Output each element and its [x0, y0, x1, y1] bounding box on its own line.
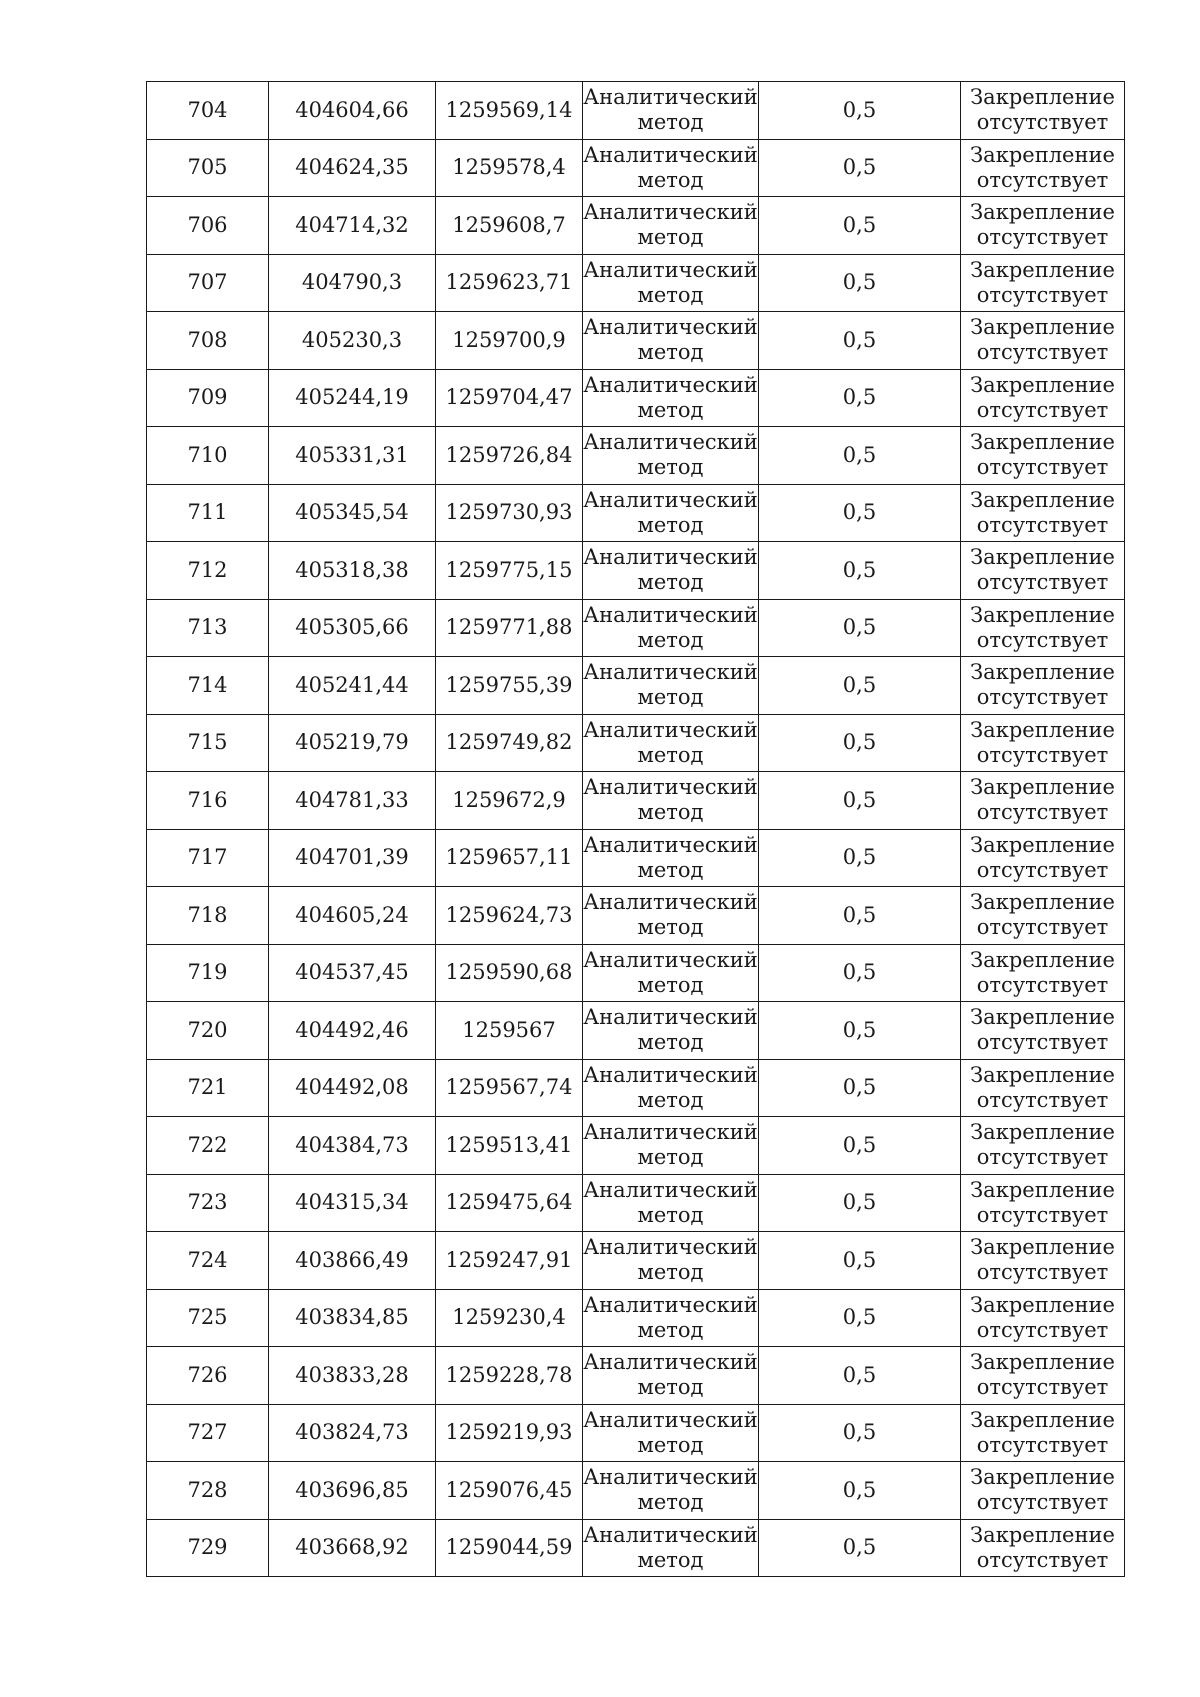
- accuracy-cell: 0,5: [759, 1232, 961, 1290]
- fixation-cell: [961, 887, 1125, 945]
- method-line-1: Аналитический: [583, 1522, 758, 1547]
- method-line-1: Аналитический: [583, 1407, 758, 1432]
- fixation-line-2: отсутствует: [976, 1317, 1109, 1342]
- y-coordinate-cell: 1259672,9: [436, 772, 583, 830]
- fixation-cell: [961, 369, 1125, 427]
- y-coordinate-cell: 1259219,93: [436, 1404, 583, 1462]
- method-line-1: Аналитический: [583, 257, 758, 282]
- point-number-cell: 705: [147, 139, 269, 197]
- method-line-1: Аналитический: [583, 487, 758, 512]
- point-number-cell: 715: [147, 714, 269, 772]
- method-line-2: метод: [637, 685, 704, 710]
- fixation-cell: [961, 197, 1125, 255]
- x-coordinate-cell: 404624,35: [269, 139, 436, 197]
- fixation-cell: [961, 1002, 1125, 1060]
- point-number-cell: 721: [147, 1059, 269, 1117]
- method-line-2: метод: [637, 282, 704, 307]
- method-cell: [583, 657, 759, 715]
- fixation-cell: [961, 312, 1125, 370]
- fixation-line-2: отсутствует: [976, 1202, 1109, 1227]
- point-number-cell: 718: [147, 887, 269, 945]
- table-body: [147, 82, 1125, 1577]
- fixation-line-2: отсутствует: [976, 1087, 1109, 1112]
- method-line-1: Аналитический: [583, 1062, 758, 1087]
- y-coordinate-cell: 1259475,64: [436, 1174, 583, 1232]
- fixation-line-2: отсутствует: [976, 455, 1109, 480]
- method-cell: [583, 1174, 759, 1232]
- fixation-line-1: Закрепление: [970, 257, 1115, 282]
- accuracy-cell: 0,5: [759, 197, 961, 255]
- method-line-2: метод: [637, 1202, 704, 1227]
- method-line-1: Аналитический: [583, 372, 758, 397]
- table-row: [147, 427, 1125, 485]
- method-line-2: метод: [637, 512, 704, 537]
- x-coordinate-cell: 405230,3: [269, 312, 436, 370]
- fixation-line-2: отсутствует: [976, 397, 1109, 422]
- table-row: [147, 139, 1125, 197]
- fixation-line-1: Закрепление: [970, 832, 1115, 857]
- method-cell: [583, 1232, 759, 1290]
- point-number-cell: 725: [147, 1289, 269, 1347]
- fixation-line-2: отсутствует: [976, 1547, 1109, 1572]
- method-line-1: Аналитический: [583, 1177, 758, 1202]
- table-row: [147, 1232, 1125, 1290]
- accuracy-cell: 0,5: [759, 1404, 961, 1462]
- fixation-line-1: Закрепление: [970, 1465, 1115, 1490]
- fixation-cell: [961, 1519, 1125, 1577]
- fixation-cell: [961, 1404, 1125, 1462]
- accuracy-cell: 0,5: [759, 944, 961, 1002]
- x-coordinate-cell: 403833,28: [269, 1347, 436, 1405]
- accuracy-cell: 0,5: [759, 312, 961, 370]
- accuracy-cell: 0,5: [759, 542, 961, 600]
- method-line-2: метод: [637, 340, 704, 365]
- fixation-line-1: Закрепление: [970, 947, 1115, 972]
- point-number-cell: 724: [147, 1232, 269, 1290]
- accuracy-cell: 0,5: [759, 139, 961, 197]
- x-coordinate-cell: 404701,39: [269, 829, 436, 887]
- fixation-line-2: отсутствует: [976, 1375, 1109, 1400]
- x-coordinate-cell: 405345,54: [269, 484, 436, 542]
- method-cell: [583, 1117, 759, 1175]
- table-row: [147, 1117, 1125, 1175]
- y-coordinate-cell: 1259771,88: [436, 599, 583, 657]
- method-line-2: метод: [637, 1087, 704, 1112]
- fixation-cell: [961, 714, 1125, 772]
- fixation-line-1: Закрепление: [970, 1177, 1115, 1202]
- accuracy-cell: 0,5: [759, 714, 961, 772]
- method-line-2: метод: [637, 972, 704, 997]
- fixation-line-1: Закрепление: [970, 1062, 1115, 1087]
- x-coordinate-cell: 404537,45: [269, 944, 436, 1002]
- method-line-1: Аналитический: [583, 1235, 758, 1260]
- table-row: [147, 1347, 1125, 1405]
- table-row: [147, 1289, 1125, 1347]
- point-number-cell: 712: [147, 542, 269, 600]
- y-coordinate-cell: 1259730,93: [436, 484, 583, 542]
- fixation-line-1: Закрепление: [970, 1407, 1115, 1432]
- x-coordinate-cell: 404384,73: [269, 1117, 436, 1175]
- point-number-cell: 728: [147, 1462, 269, 1520]
- x-coordinate-cell: 403834,85: [269, 1289, 436, 1347]
- fixation-cell: [961, 82, 1125, 140]
- x-coordinate-cell: 403824,73: [269, 1404, 436, 1462]
- method-line-2: метод: [637, 110, 704, 135]
- method-line-1: Аналитический: [583, 1120, 758, 1145]
- method-line-2: метод: [637, 857, 704, 882]
- fixation-line-2: отсутствует: [976, 627, 1109, 652]
- method-line-2: метод: [637, 742, 704, 767]
- fixation-line-2: отсутствует: [976, 282, 1109, 307]
- y-coordinate-cell: 1259228,78: [436, 1347, 583, 1405]
- method-line-2: метод: [637, 627, 704, 652]
- fixation-line-2: отсутствует: [976, 110, 1109, 135]
- fixation-line-1: Закрепление: [970, 315, 1115, 340]
- fixation-line-1: Закрепление: [970, 602, 1115, 627]
- fixation-cell: [961, 484, 1125, 542]
- accuracy-cell: 0,5: [759, 1117, 961, 1175]
- table-row: [147, 484, 1125, 542]
- table-row: [147, 772, 1125, 830]
- fixation-line-1: Закрепление: [970, 545, 1115, 570]
- x-coordinate-cell: 404604,66: [269, 82, 436, 140]
- table-row: [147, 887, 1125, 945]
- fixation-cell: [961, 427, 1125, 485]
- y-coordinate-cell: 1259657,11: [436, 829, 583, 887]
- fixation-line-1: Закрепление: [970, 1292, 1115, 1317]
- y-coordinate-cell: 1259567: [436, 1002, 583, 1060]
- fixation-line-2: отсутствует: [976, 1260, 1109, 1285]
- fixation-line-1: Закрепление: [970, 430, 1115, 455]
- y-coordinate-cell: 1259749,82: [436, 714, 583, 772]
- method-line-2: метод: [637, 800, 704, 825]
- method-line-2: метод: [637, 1317, 704, 1342]
- fixation-cell: [961, 1289, 1125, 1347]
- method-cell: [583, 369, 759, 427]
- y-coordinate-cell: 1259247,91: [436, 1232, 583, 1290]
- table-row: [147, 599, 1125, 657]
- point-number-cell: 726: [147, 1347, 269, 1405]
- accuracy-cell: 0,5: [759, 772, 961, 830]
- method-cell: [583, 714, 759, 772]
- method-line-1: Аналитический: [583, 832, 758, 857]
- fixation-cell: [961, 944, 1125, 1002]
- y-coordinate-cell: 1259755,39: [436, 657, 583, 715]
- fixation-cell: [961, 829, 1125, 887]
- table-row: [147, 1462, 1125, 1520]
- fixation-line-2: отсутствует: [976, 972, 1109, 997]
- fixation-cell: [961, 1347, 1125, 1405]
- method-cell: [583, 1347, 759, 1405]
- fixation-cell: [961, 139, 1125, 197]
- fixation-line-1: Закрепление: [970, 660, 1115, 685]
- fixation-cell: [961, 599, 1125, 657]
- fixation-line-2: отсутствует: [976, 225, 1109, 250]
- y-coordinate-cell: 1259578,4: [436, 139, 583, 197]
- fixation-cell: [961, 1462, 1125, 1520]
- x-coordinate-cell: 404790,3: [269, 254, 436, 312]
- fixation-line-1: Закрепление: [970, 890, 1115, 915]
- method-line-2: метод: [637, 1490, 704, 1515]
- accuracy-cell: 0,5: [759, 427, 961, 485]
- point-number-cell: 720: [147, 1002, 269, 1060]
- method-cell: [583, 82, 759, 140]
- method-line-1: Аналитический: [583, 1350, 758, 1375]
- fixation-line-1: Закрепление: [970, 1120, 1115, 1145]
- fixation-line-1: Закрепление: [970, 1235, 1115, 1260]
- x-coordinate-cell: 403696,85: [269, 1462, 436, 1520]
- method-line-1: Аналитический: [583, 1292, 758, 1317]
- table-row: [147, 369, 1125, 427]
- x-coordinate-cell: 405305,66: [269, 599, 436, 657]
- point-number-cell: 722: [147, 1117, 269, 1175]
- x-coordinate-cell: 403866,49: [269, 1232, 436, 1290]
- point-number-cell: 727: [147, 1404, 269, 1462]
- method-cell: [583, 1289, 759, 1347]
- fixation-cell: [961, 657, 1125, 715]
- method-line-1: Аналитический: [583, 142, 758, 167]
- table-row: [147, 1002, 1125, 1060]
- x-coordinate-cell: 404492,46: [269, 1002, 436, 1060]
- method-cell: [583, 829, 759, 887]
- method-cell: [583, 427, 759, 485]
- accuracy-cell: 0,5: [759, 829, 961, 887]
- fixation-cell: [961, 772, 1125, 830]
- method-line-1: Аналитический: [583, 717, 758, 742]
- point-number-cell: 719: [147, 944, 269, 1002]
- accuracy-cell: 0,5: [759, 1174, 961, 1232]
- method-line-2: метод: [637, 1547, 704, 1572]
- fixation-cell: [961, 1174, 1125, 1232]
- method-line-1: Аналитический: [583, 602, 758, 627]
- method-line-1: Аналитический: [583, 545, 758, 570]
- y-coordinate-cell: 1259726,84: [436, 427, 583, 485]
- accuracy-cell: 0,5: [759, 1002, 961, 1060]
- fixation-line-1: Закрепление: [970, 85, 1115, 110]
- accuracy-cell: 0,5: [759, 1059, 961, 1117]
- point-number-cell: 717: [147, 829, 269, 887]
- y-coordinate-cell: 1259608,7: [436, 197, 583, 255]
- method-line-1: Аналитический: [583, 660, 758, 685]
- x-coordinate-cell: 403668,92: [269, 1519, 436, 1577]
- y-coordinate-cell: 1259076,45: [436, 1462, 583, 1520]
- fixation-line-2: отсутствует: [976, 1030, 1109, 1055]
- method-line-2: метод: [637, 397, 704, 422]
- fixation-line-1: Закрепление: [970, 487, 1115, 512]
- y-coordinate-cell: 1259567,74: [436, 1059, 583, 1117]
- table-row: [147, 657, 1125, 715]
- fixation-cell: [961, 1059, 1125, 1117]
- table-row: [147, 1519, 1125, 1577]
- table-row: [147, 944, 1125, 1002]
- method-cell: [583, 944, 759, 1002]
- point-number-cell: 708: [147, 312, 269, 370]
- fixation-cell: [961, 254, 1125, 312]
- method-line-2: метод: [637, 1260, 704, 1285]
- fixation-line-2: отсутствует: [976, 685, 1109, 710]
- fixation-line-2: отсутствует: [976, 1432, 1109, 1457]
- fixation-line-2: отсутствует: [976, 742, 1109, 767]
- method-cell: [583, 1404, 759, 1462]
- table-row: [147, 1404, 1125, 1462]
- method-line-1: Аналитический: [583, 775, 758, 800]
- method-line-2: метод: [637, 1030, 704, 1055]
- method-line-1: Аналитический: [583, 890, 758, 915]
- point-number-cell: 723: [147, 1174, 269, 1232]
- point-number-cell: 706: [147, 197, 269, 255]
- y-coordinate-cell: 1259700,9: [436, 312, 583, 370]
- fixation-line-2: отсутствует: [976, 570, 1109, 595]
- method-cell: [583, 599, 759, 657]
- method-line-1: Аналитический: [583, 200, 758, 225]
- coordinates-table: [146, 81, 1125, 1577]
- accuracy-cell: 0,5: [759, 82, 961, 140]
- point-number-cell: 729: [147, 1519, 269, 1577]
- table-row: [147, 542, 1125, 600]
- fixation-line-1: Закрепление: [970, 717, 1115, 742]
- table-row: [147, 714, 1125, 772]
- method-line-2: метод: [637, 455, 704, 480]
- fixation-line-2: отсутствует: [976, 1145, 1109, 1170]
- y-coordinate-cell: 1259044,59: [436, 1519, 583, 1577]
- fixation-cell: [961, 542, 1125, 600]
- method-cell: [583, 312, 759, 370]
- fixation-line-1: Закрепление: [970, 142, 1115, 167]
- fixation-line-1: Закрепление: [970, 775, 1115, 800]
- method-cell: [583, 484, 759, 542]
- fixation-line-2: отсутствует: [976, 1490, 1109, 1515]
- fixation-line-2: отсутствует: [976, 512, 1109, 537]
- method-cell: [583, 887, 759, 945]
- fixation-line-2: отсутствует: [976, 167, 1109, 192]
- y-coordinate-cell: 1259513,41: [436, 1117, 583, 1175]
- method-line-2: метод: [637, 1145, 704, 1170]
- point-number-cell: 714: [147, 657, 269, 715]
- x-coordinate-cell: 405244,19: [269, 369, 436, 427]
- method-line-2: метод: [637, 1432, 704, 1457]
- method-line-1: Аналитический: [583, 1005, 758, 1030]
- method-cell: [583, 1059, 759, 1117]
- table-row: [147, 254, 1125, 312]
- method-cell: [583, 139, 759, 197]
- accuracy-cell: 0,5: [759, 484, 961, 542]
- x-coordinate-cell: 405318,38: [269, 542, 436, 600]
- table-row: [147, 1059, 1125, 1117]
- fixation-line-2: отсутствует: [976, 915, 1109, 940]
- y-coordinate-cell: 1259775,15: [436, 542, 583, 600]
- accuracy-cell: 0,5: [759, 254, 961, 312]
- method-cell: [583, 1462, 759, 1520]
- method-line-2: метод: [637, 570, 704, 595]
- fixation-line-1: Закрепление: [970, 1005, 1115, 1030]
- accuracy-cell: 0,5: [759, 887, 961, 945]
- fixation-line-2: отсутствует: [976, 800, 1109, 825]
- fixation-line-2: отсутствует: [976, 857, 1109, 882]
- method-cell: [583, 1519, 759, 1577]
- x-coordinate-cell: 405241,44: [269, 657, 436, 715]
- method-line-2: метод: [637, 167, 704, 192]
- x-coordinate-cell: 404605,24: [269, 887, 436, 945]
- method-cell: [583, 772, 759, 830]
- point-number-cell: 709: [147, 369, 269, 427]
- y-coordinate-cell: 1259230,4: [436, 1289, 583, 1347]
- point-number-cell: 707: [147, 254, 269, 312]
- accuracy-cell: 0,5: [759, 1289, 961, 1347]
- fixation-line-1: Закрепление: [970, 372, 1115, 397]
- fixation-line-1: Закрепление: [970, 200, 1115, 225]
- accuracy-cell: 0,5: [759, 1347, 961, 1405]
- method-cell: [583, 254, 759, 312]
- method-line-2: метод: [637, 915, 704, 940]
- point-number-cell: 716: [147, 772, 269, 830]
- accuracy-cell: 0,5: [759, 599, 961, 657]
- point-number-cell: 704: [147, 82, 269, 140]
- y-coordinate-cell: 1259623,71: [436, 254, 583, 312]
- table-row: [147, 312, 1125, 370]
- method-cell: [583, 1002, 759, 1060]
- table-row: [147, 197, 1125, 255]
- point-number-cell: 711: [147, 484, 269, 542]
- method-line-2: метод: [637, 1375, 704, 1400]
- table-row: [147, 82, 1125, 140]
- method-line-1: Аналитический: [583, 947, 758, 972]
- method-line-1: Аналитический: [583, 1465, 758, 1490]
- fixation-line-2: отсутствует: [976, 340, 1109, 365]
- point-number-cell: 710: [147, 427, 269, 485]
- x-coordinate-cell: 404714,32: [269, 197, 436, 255]
- fixation-line-1: Закрепление: [970, 1522, 1115, 1547]
- fixation-line-1: Закрепление: [970, 1350, 1115, 1375]
- method-cell: [583, 197, 759, 255]
- y-coordinate-cell: 1259590,68: [436, 944, 583, 1002]
- x-coordinate-cell: 404492,08: [269, 1059, 436, 1117]
- x-coordinate-cell: 405331,31: [269, 427, 436, 485]
- y-coordinate-cell: 1259624,73: [436, 887, 583, 945]
- method-cell: [583, 542, 759, 600]
- fixation-cell: [961, 1117, 1125, 1175]
- accuracy-cell: 0,5: [759, 657, 961, 715]
- accuracy-cell: 0,5: [759, 1462, 961, 1520]
- y-coordinate-cell: 1259569,14: [436, 82, 583, 140]
- table-row: [147, 1174, 1125, 1232]
- accuracy-cell: 0,5: [759, 369, 961, 427]
- method-line-1: Аналитический: [583, 315, 758, 340]
- point-number-cell: 713: [147, 599, 269, 657]
- method-line-2: метод: [637, 225, 704, 250]
- y-coordinate-cell: 1259704,47: [436, 369, 583, 427]
- method-line-1: Аналитический: [583, 430, 758, 455]
- x-coordinate-cell: 405219,79: [269, 714, 436, 772]
- x-coordinate-cell: 404315,34: [269, 1174, 436, 1232]
- table-row: [147, 829, 1125, 887]
- method-line-1: Аналитический: [583, 85, 758, 110]
- x-coordinate-cell: 404781,33: [269, 772, 436, 830]
- accuracy-cell: 0,5: [759, 1519, 961, 1577]
- fixation-cell: [961, 1232, 1125, 1290]
